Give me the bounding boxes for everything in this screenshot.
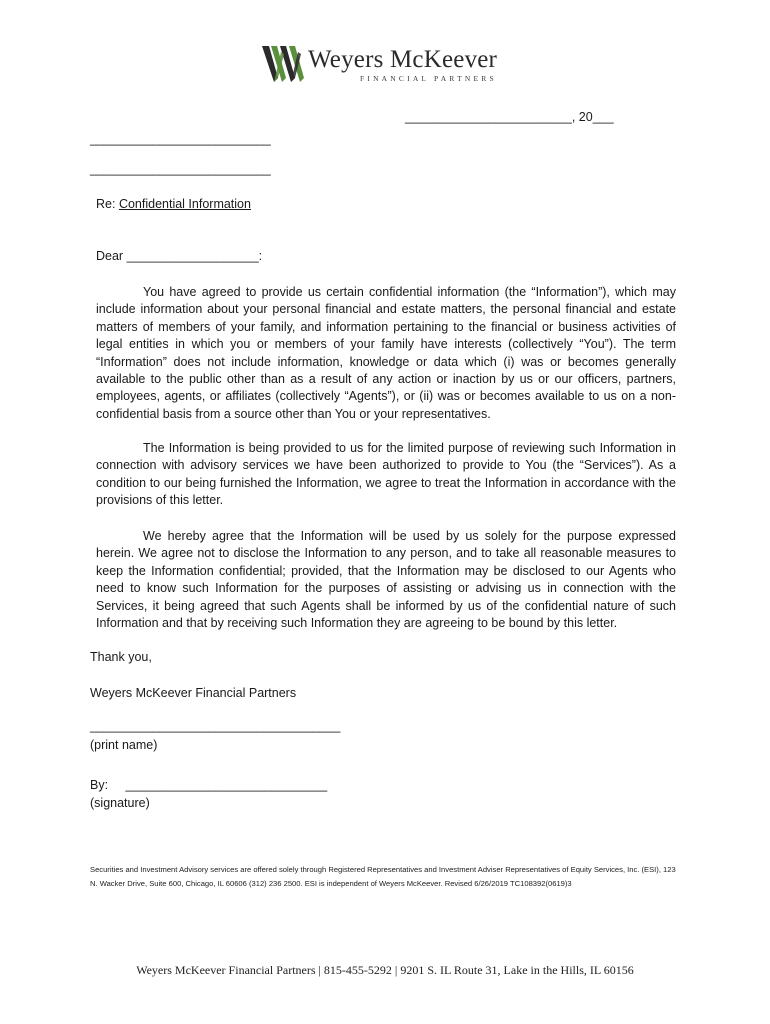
by-label: By: bbox=[90, 778, 109, 792]
print-name-line: ____________________________________ bbox=[90, 719, 341, 733]
body-paragraph-1: You have agreed to provide us certain confidential information (the “Information”), which may include information about your personal financial and estate matters, the personal financial and estate matters of members of your family, and information pertaining to the financial or business activities of legal entities in which you or members of your family have interests (collectively “You”). The term “Information” does not include information, knowledge or data which (i) was or becomes generally available to the public other than as a result of any action or inaction by us or our officers, partners, employees, agents, or affiliates (collectively “Agents”), or (ii) was or becomes available to us on a non-confidential basis from a source other than You or your representatives. bbox=[96, 285, 676, 421]
body-paragraph-2: The Information is being provided to us for the limited purpose of reviewing such Information in connection with advisory services we have been authorized to provide to You (the “Services”). As a condition to our being furnished the Information, we agree to treat the Information in accordance with the provisions of this letter. bbox=[96, 441, 676, 508]
company-logo bbox=[262, 44, 512, 86]
logo-subtitle: FINANCIAL PARTNERS bbox=[360, 74, 497, 83]
closing-thanks: Thank you, bbox=[90, 650, 152, 664]
address-line-1: __________________________ bbox=[90, 132, 271, 146]
print-name-label: (print name) bbox=[90, 738, 158, 752]
body-paragraph-3: We hereby agree that the Information will be used by us solely for the purpose expressed herein. We agree not to disclose the Information to any person, and to take all reasonable measures to keep the Information confidential; provided, that the Information may be disclosed to our Agents who need to know such Information for the purposes of assisting or advising us in connection with the Services, it being agreed that such Agents shall be informed by us of the confidential nature of such Information and that by receiving such Information they are agreeing to be bound by this letter. bbox=[96, 529, 676, 631]
address-line-2: __________________________ bbox=[90, 162, 271, 176]
signature-label: (signature) bbox=[90, 796, 150, 810]
logo-name: Weyers McKeever bbox=[308, 46, 498, 73]
signature-line: _____________________________ bbox=[125, 778, 328, 792]
page-footer: Weyers McKeever Financial Partners | 815-455-5292 | 9201 S. IL Route 31, Lake in the Hills, IL 60156 bbox=[136, 963, 634, 977]
logo-mark-icon bbox=[262, 44, 306, 84]
signature-row bbox=[90, 778, 327, 792]
salutation: Dear ___________________: bbox=[96, 249, 263, 263]
date-line: ________________________, 20___ bbox=[405, 110, 614, 124]
disclosure-text: Securities and Investment Advisory services are offered solely through Registered Representatives and Investment Adviser Representatives of Equity Services, Inc. (ESI), 123 N. Wacker Drive, Suite 600, Chicago, IL 60606 (312) 236 2500. ESI is independent of Weyers McKeever. Revised 6/26/2019 TC108392(0619)3 bbox=[90, 865, 676, 888]
re-subject: Confidential Information bbox=[118, 197, 251, 211]
re-line bbox=[96, 197, 251, 211]
re-prefix: Re: bbox=[96, 197, 116, 211]
closing-company: Weyers McKeever Financial Partners bbox=[90, 686, 297, 700]
